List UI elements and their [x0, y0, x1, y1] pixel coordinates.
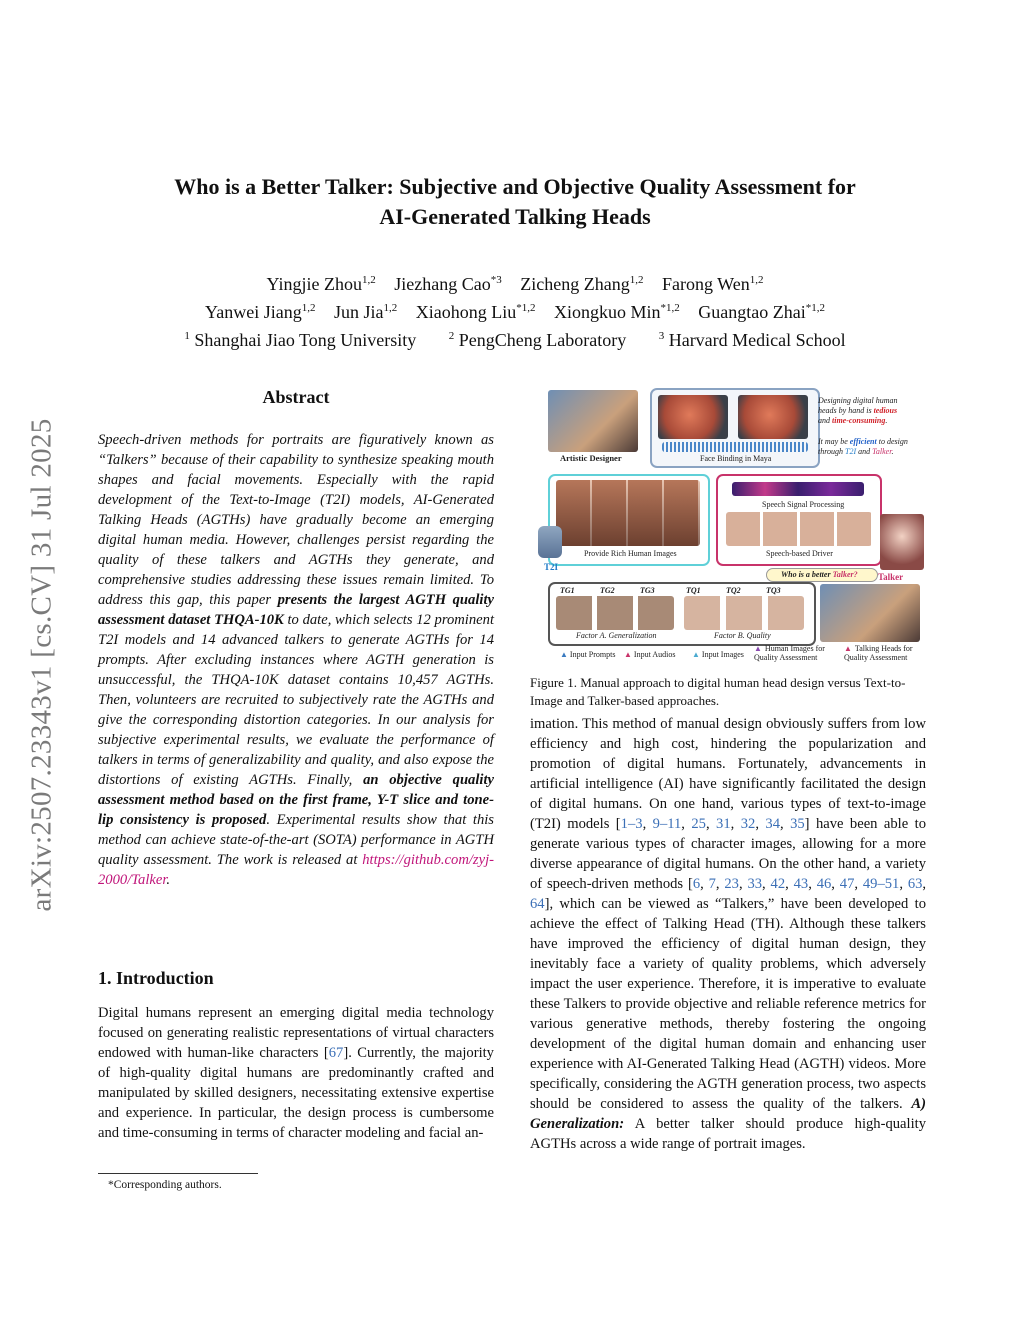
title-line-2: AI-Generated Talking Heads: [379, 204, 651, 229]
legend-input-images: ▲ Input Images: [692, 650, 744, 659]
maya-face-left: [658, 395, 728, 439]
citation-link[interactable]: 67: [328, 1045, 344, 1061]
generalization-emphasis: A) Generalization:: [530, 1096, 926, 1132]
footnote-rule: [98, 1173, 258, 1174]
intro-paragraph-continued: imation. This method of manual design obviously suffers from low efficiency and high cost, hindering the popularization and promotion of digital humans. Fortunately, advancements in artificial intelligence (AI) have significantly facilitated the design of digital humans. On one hand, various types of text-to-image (T2I) models [1–3, 9–11, 25, 31, 32, 34, 35] have been able to generate various types of character images, allowing for a more diverse appearance of digital humans. On the other hand, a variety of speech-driven methods [6, 7, 23, 33, 42, 43, 46, 47, 49–51, 63, 64], which can be viewed as “Talkers,” have been developed to achieve the effect of Talking Head (TH). Although these talkers have improved the efficiency of digital human design, they inevitably face a variety of quality problems, which adversely impact the user experience. Therefore, it is imperative to evaluate these Talkers to provide objective and reliable reference metrics for various generative methods, thereby fostering the ongoing development of the digital human domain and enhancing user experience with AI-Generated Talking Head (AGTH) videos. More specifically, considering the AGTH generation process, two aspects should be considered to assess the quality of the talkers. A) Generalization: A better talker should produce high-quality AGTHs across a wide range of portrait images.: [530, 716, 927, 1152]
citation-link[interactable]: 31: [716, 816, 731, 832]
artistic-designer-label: Artistic Designer: [560, 453, 622, 463]
author-row-1: [90, 268, 940, 296]
author-sup: 1,2: [383, 302, 398, 314]
affiliation: Harvard Medical School: [668, 330, 846, 350]
author: Zicheng Zhang: [520, 274, 630, 294]
author-sup: *3: [490, 274, 502, 286]
abstract-highlight: an objective quality assessment method based on the first frame, Y-T slice and tone-lip consistency is proposed: [98, 772, 494, 828]
citation-link[interactable]: 34: [765, 816, 780, 832]
citation-link[interactable]: 7: [708, 876, 716, 892]
maya-face-right: [738, 395, 808, 439]
driven-faces: [726, 512, 872, 546]
author-sup: 1,2: [749, 274, 764, 286]
author-row-2: [90, 296, 940, 324]
affiliation: PengCheng Laboratory: [458, 330, 627, 350]
intro-paragraph: Digital humans represent an emerging digital media technology focused on generating realistic representations of virtual characters endowed with human-like characters [67]. Currently, the majority of high-quality digital humans are predominantly crafted and manipulated by skilled designers, necessitating extensive expertise and experience. In particular, the design process is cumbersome and time-consuming in terms of character modeling and facial an-: [98, 1005, 494, 1141]
title-line-1: Who is a Better Talker: Subjective and Objective Quality Assessment for: [174, 174, 856, 199]
citation-link[interactable]: 23: [724, 876, 739, 892]
factor-b-label: Factor B. Quality: [714, 631, 771, 640]
designer-illustration: [548, 390, 638, 452]
author-block: [90, 268, 940, 352]
figure-caption: Figure 1. Manual approach to digital human head design versus Text-to-Image and Talker-based approaches.: [530, 675, 906, 708]
t2i-label: T2I: [544, 562, 559, 572]
citation-link[interactable]: 33: [747, 876, 763, 892]
author-sup: *1,2: [805, 302, 825, 314]
legend-human-images: ▲ Human Images for Quality Assessment: [754, 644, 825, 662]
author: Yanwei Jiang: [205, 302, 302, 322]
tg1-label: TG1: [560, 586, 575, 595]
citation-link[interactable]: 1: [620, 816, 628, 832]
affiliation-sup: 1: [184, 330, 190, 342]
audio-waveform: [662, 442, 808, 452]
citation-link[interactable]: 47: [839, 876, 855, 892]
affiliation-sup: 3: [658, 330, 665, 342]
robot-icon: [538, 526, 562, 558]
author: Farong Wen: [661, 274, 750, 294]
author-sup: 1,2: [629, 274, 644, 286]
quality-faces: [684, 596, 804, 630]
figure-1: [538, 386, 928, 668]
provide-rich-label: Provide Rich Human Images: [584, 549, 677, 558]
citation-link[interactable]: 9: [652, 816, 660, 832]
citation-link[interactable]: 25: [691, 816, 706, 832]
legend-input-prompts: ▲ Input Prompts: [560, 650, 616, 659]
comparison-panel: [548, 582, 816, 646]
spectrogram: [732, 482, 864, 496]
citation-link[interactable]: 43: [793, 876, 809, 892]
citation-link[interactable]: 64: [530, 896, 545, 912]
author: Xiongkuo Min: [553, 302, 661, 322]
author: Guangtao Zhai: [698, 302, 806, 322]
tq3-label: TQ3: [766, 586, 781, 595]
maya-panel: [650, 388, 820, 468]
github-link[interactable]: https://github.com/zyj-2000/Talker: [98, 852, 494, 888]
tg2-label: TG2: [600, 586, 615, 595]
legend-talking-heads: ▲ Talking Heads for Quality Assessment: [844, 644, 913, 662]
author-sup: *1,2: [660, 302, 680, 314]
author-sup: 1,2: [362, 274, 376, 286]
affiliation-row: [90, 324, 940, 352]
arxiv-identifier: arXiv:2507.23343v1 [cs.CV] 31 Jul 2025: [25, 418, 58, 912]
question-bar: Who is a better Talker?: [766, 568, 878, 582]
face-binding-label: Face Binding in Maya: [700, 454, 772, 463]
citation-link[interactable]: 42: [770, 876, 786, 892]
citation-link[interactable]: 3: [635, 816, 643, 832]
t2i-panel: [548, 474, 710, 566]
section-heading-introduction: 1. Introduction: [98, 968, 214, 988]
citation-link[interactable]: 49: [862, 876, 878, 892]
talker-panel: [716, 474, 882, 566]
abstract-highlight: presents the largest AGTH quality assessment dataset THQA-10K: [98, 592, 494, 628]
affiliation: Shanghai Jiao Tong University: [194, 330, 417, 350]
citation-link[interactable]: 63: [907, 876, 923, 892]
note-efficient: It may be efficient to design through T2I and Talker.: [818, 437, 908, 456]
citation-link[interactable]: 51: [884, 876, 900, 892]
author-sup: *1,2: [516, 302, 536, 314]
paper-title: [90, 172, 940, 232]
footnote: *Corresponding authors.: [108, 1179, 222, 1191]
talker-label: Talker: [878, 572, 904, 582]
speech-driver-label: Speech-based Driver: [766, 549, 833, 558]
author: Yingjie Zhou: [266, 274, 363, 294]
generalization-faces: [556, 596, 674, 630]
boy-illustration: [820, 584, 920, 642]
tq1-label: TQ1: [686, 586, 701, 595]
citation-link[interactable]: 6: [692, 876, 701, 892]
speech-signal-label: Speech Signal Processing: [762, 500, 845, 509]
author-sup: 1,2: [301, 302, 316, 314]
citation-link[interactable]: 32: [740, 816, 756, 832]
tg3-label: TG3: [640, 586, 655, 595]
tq2-label: TQ2: [726, 586, 741, 595]
abstract-heading: Abstract: [262, 387, 330, 407]
author: Xiaohong Liu: [415, 302, 517, 322]
factor-a-label: Factor A. Generalization: [576, 631, 657, 640]
portrait-grid: [556, 480, 700, 546]
citation-link[interactable]: 11: [667, 816, 682, 832]
citation-link[interactable]: 35: [790, 816, 805, 832]
abstract-text: Speech-driven methods for portraits are figuratively known as “Talkers” because of their capability to synthesize speaking mouth shapes and facial movements. Especially with the rapid development of the Text-to-Image (T2I) models, AI-Generated Talking Heads (AGTHs) have gradually become an emerging digital human media. However, challenges persist regarding the quality of these talkers and AGTHs they generate, and comprehensive studies addressing these issues remain limited. To address this gap, this paper presents the largest AGTH quality assessment dataset THQA-10K to date, which selects 12 prominent T2I models and 14 advanced talkers to generate AGTHs for 14 prompts. After excluding instances where AGTH generation is unsuccessful, the THQA-10K dataset contains 10,457 AGTHs. Then, volunteers are recruited to subjectively rate the AGTHs and give the corresponding distortion categories. In our analysis for subjective experimental results, we evaluate the performance of talkers in terms of generalizability and quality, and also expose the distortions of existing AGTHs. Finally, an objective quality assessment method based on the first frame, Y-T slice and tone-lip consistency is proposed. Experimental results show that this method can achieve state-of-the-art (SOTA) performance in AGTH quality assessment. The work is released at https://github.com/zyj-2000/Talker.: [98, 432, 494, 888]
author: Jiezhang Cao: [394, 274, 491, 294]
affiliation-sup: 2: [448, 330, 455, 342]
citation-link[interactable]: 46: [816, 876, 832, 892]
author: Jun Jia: [333, 302, 384, 322]
note-manual: Designing digital human heads by hand is tedious and time-consuming.: [818, 396, 898, 425]
girl-illustration: [880, 514, 924, 570]
legend-input-audios: ▲ Input Audios: [624, 650, 676, 659]
